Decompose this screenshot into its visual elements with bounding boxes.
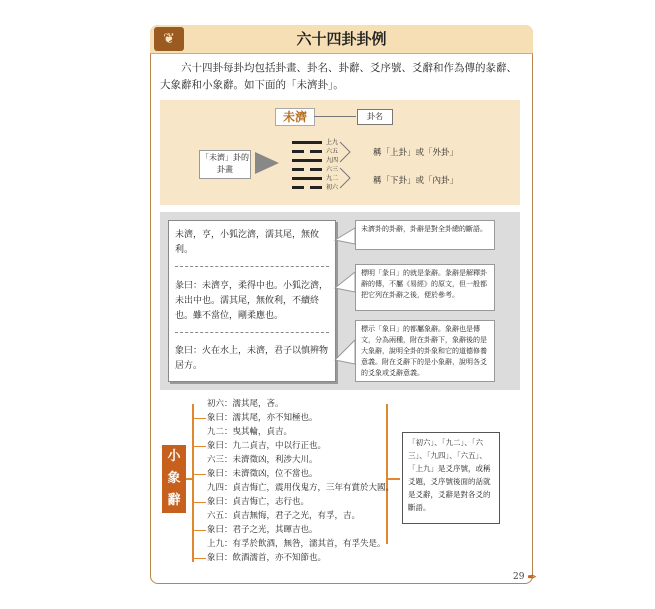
bracket-tick [192, 418, 206, 419]
yao-line [292, 141, 322, 144]
bracket-tick [192, 502, 206, 503]
list-item: 象曰：未濟徵凶，位不當也。 [207, 469, 318, 479]
quill-icon: ✒ [527, 570, 538, 584]
yao-line [310, 168, 322, 171]
list-item: 象曰：濡其尾，亦不知極也。 [207, 413, 318, 423]
yao-number-note: 「初六」、「九二」、「六三」、「九四」、「六五」、「上九」是爻序號，或稱爻題，爻序號後面的話就是爻辭，爻辭是對各爻的斷語。 [402, 432, 500, 524]
yao-line [310, 186, 322, 189]
yao-line [310, 150, 322, 153]
yao-label: 九二 [326, 175, 339, 182]
divider [175, 332, 329, 333]
divider [175, 266, 329, 267]
list-item: 象曰：君子之光，其暉吉也。 [207, 525, 318, 535]
list-item: 初六：濡其尾，吝。 [207, 399, 284, 409]
bracket-tick [192, 530, 206, 531]
bracket-line [386, 404, 388, 544]
list-item: 六五：貞吉無悔，君子之光，有孚，吉。 [207, 511, 361, 521]
gua-name: 未濟 [275, 108, 315, 126]
upper-gua-label: 稱「上卦」或「外卦」 [373, 148, 459, 158]
yao-line [292, 150, 304, 153]
intro-paragraph: 六十四卦每卦均包括卦畫、卦名、卦辭、爻序號、爻辭和作為傳的彖辭、大象辭和小象辭。如下面的「未濟卦」。 [160, 62, 517, 91]
yao-label: 上九 [326, 139, 339, 146]
lower-gua-label: 稱「下卦」或「內卦」 [373, 176, 459, 186]
yao-label: 九四 [326, 157, 339, 164]
page-title: 六十四卦卦例 [296, 30, 387, 48]
list-item: 六三：未濟徵凶，利涉大川。 [207, 455, 318, 465]
yao-line [292, 159, 322, 162]
bracket-tick [192, 446, 206, 447]
yao-line [292, 186, 304, 189]
guaci-note: 未濟卦的卦辭，卦辭是對全卦總的斷語。 [355, 220, 495, 250]
yao-label: 初六 [326, 184, 339, 191]
bracket-line [192, 404, 194, 562]
yao-label: 六五 [326, 148, 339, 155]
guaci-text: 未濟，亨，小狐汔濟，濡其尾，無攸利。 [175, 230, 320, 255]
bracket-line [186, 478, 192, 480]
gua-name-label: 卦名 [357, 109, 393, 125]
tuan-note: 標明「彖曰」的就是彖辭。彖辭是解釋卦辭的傳，不屬《易經》的原文，但一般都把它列在卦辭之後，便於參考。 [355, 264, 495, 311]
list-item: 象曰：九二貞吉，中以行正也。 [207, 441, 327, 451]
tuan-text: 彖曰：未濟亨，柔得中也。小狐汔濟，未出中也。濡其尾，無攸利，不續終也。雖不當位，剛柔應也。 [175, 281, 329, 321]
page-number: 29 [513, 572, 525, 582]
bracket-tick [192, 474, 206, 475]
list-item: 象曰：飲酒濡首，亦不知節也。 [207, 553, 327, 563]
small-xiang-tag-label: 小象辭 [167, 449, 181, 508]
yao-line [292, 168, 304, 171]
bracket-lines [338, 140, 368, 192]
yao-label: 六三 [326, 166, 339, 173]
bracket-line [388, 478, 400, 480]
list-item: 象曰：貞吉悔亡，志行也。 [207, 497, 310, 507]
connector-line [314, 116, 356, 117]
gua-image-label: 「未濟」卦的卦畫 [199, 150, 251, 179]
list-item: 上九：有孚於飲酒，無咎，濡其首，有孚失是。 [207, 539, 386, 549]
bracket-tick [192, 558, 206, 559]
list-item: 九四：貞吉悔亡，震用伐鬼方，三年有賞於大國。 [207, 483, 395, 493]
arrow-right-icon [255, 152, 279, 174]
xiang-text: 象曰：火在水上，未濟，君子以慎辨物居方。 [175, 346, 329, 371]
small-xiang-tag [162, 445, 186, 513]
ornament-icon: ❦ [154, 27, 184, 51]
pointer-arrows [333, 220, 357, 385]
xiang-note: 標示「象曰」的都屬象辭。象辭也是傳文，分為兩種，附在卦辭下，象辭後的是大象辭，說明全卦的卦象和它的道德修養意義。附在爻辭下的是小象辭，說明各爻的爻象或爻辭意義。 [355, 320, 495, 382]
yao-line [292, 177, 322, 180]
list-item: 九二：曳其輪，貞吉。 [207, 427, 293, 437]
